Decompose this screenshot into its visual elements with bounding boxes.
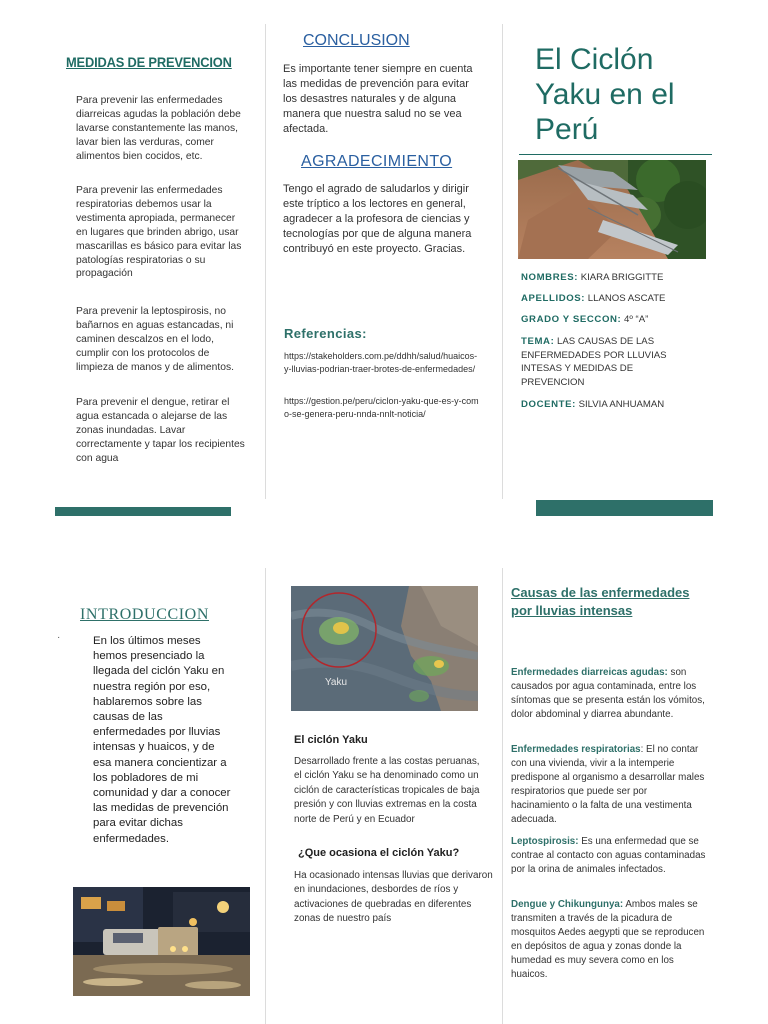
- agradecimiento-text: Tengo el agrado de saludarlos y dirigir este tríptico a los lectores en general, agradecer a la profesora de ciencias y tecnologías por que de alguna manera contribuyó en este proyecto. Gracias.: [283, 183, 472, 256]
- introduccion-title: INTRODUCCION: [80, 606, 209, 623]
- referencias-title: Referencias:: [284, 326, 367, 341]
- medidas-paragraph-2: Para prevenir las enfermedades respiratorias debemos usar la vestimenta apropiada, permanecer en lugares que brinden abrigo, usar mascarillas es básico para evitar las patologías respiratorias o su propagación: [76, 185, 242, 280]
- docente-label: DOCENTE:: [521, 399, 576, 410]
- satellite-map: [291, 586, 478, 711]
- nombres-row: [521, 271, 716, 285]
- causas-title: Causas de las enfermedades por lluvias intensas: [511, 585, 690, 618]
- causa-diarreicas-label: Enfermedades diarreicas agudas:: [511, 667, 668, 678]
- grado-value: 4º “A”: [624, 314, 649, 325]
- medidas-title: MEDIDAS DE PREVENCION: [66, 54, 232, 70]
- title-rule: [519, 154, 712, 155]
- tema-label: TEMA:: [521, 336, 555, 347]
- conclusion-title: CONCLUSION: [303, 32, 410, 49]
- causa-respiratorias-text: : El no contar con una vivienda, vivir a la intemperie predispone al organismo a desarrollar males respiratorios que puede ser por hacinamiento o la falta de una vestimenta adecuada.: [511, 744, 705, 826]
- reference-link-2[interactable]: https://gestion.pe/peru/ciclon-yaku-que-es-y-como-se-genera-peru-nnda-nnlt-noticia/: [284, 396, 479, 420]
- apellidos-value: LLANOS ASCATE: [587, 293, 666, 304]
- causa-dengue-text: Ambos males se transmiten a través de la picadura de mosquitos Aedes aegypti que se reproducen en depósitos de agua y zonas donde la humedad es muy severa como en los huaicos.: [511, 899, 705, 981]
- causa-diarreicas: [511, 666, 707, 722]
- medidas-paragraph-3: Para prevenir la leptospirosis, no bañarnos en aguas estancadas, ni caminen descalzos en el lodo, cumplir con los protocolos de limpieza de manos y de alimentos.: [76, 306, 234, 373]
- grado-label: GRADO Y SECCON:: [521, 314, 622, 325]
- grado-row: [521, 313, 716, 327]
- divider-bottom-2: [502, 568, 503, 1024]
- docente-row: [521, 398, 716, 412]
- divider-bottom-1: [265, 568, 266, 1024]
- apellidos-row: [521, 292, 716, 306]
- conclusion-text: Es importante tener siempre en cuenta las medidas de prevención para evitar los desastres naturales y de alguna manera que nuestra salud no se vea afectada.: [283, 63, 473, 136]
- divider-top-1: [265, 24, 266, 499]
- introduccion-text: En los últimos meses hemos presenciado la llegada del ciclón Yaku en nuestra región por eso, hablaremos sobre las causas de las enfermedades por lluvias intensas y huaicos, y de esa manera concientizar a los pobladores de mi comunidad y dar a conocer las medidas de prevención para evitar dichas enfermedades.: [93, 635, 231, 845]
- causa-dengue: [511, 898, 707, 983]
- nombres-label: NOMBRES:: [521, 272, 579, 283]
- cover-title: El Ciclón Yaku en el Perú: [535, 43, 675, 146]
- ciclon-question-title: ¿Que ocasiona el ciclón Yaku?: [298, 847, 460, 859]
- divider-top-2: [502, 24, 503, 499]
- causa-leptospirosis-text: Es una enfermedad que se contrae al contacto con aguas contaminadas por la orina de animales infectados.: [511, 836, 706, 876]
- nombres-value: KIARA BRIGGITTE: [580, 272, 664, 283]
- reference-link-1[interactable]: https://stakeholders.com.pe/ddhh/salud/huaicos-y-lluvias-podrian-traer-brotes-de-enfermedades/: [284, 351, 478, 375]
- docente-value: SILVIA ANHUAMAN: [578, 399, 665, 410]
- causa-diarreicas-text: son causados por agua contaminada, entre los síntomas que se presenta están los vómitos, dolor abdominal y diarrea abundante.: [511, 667, 705, 721]
- map-label: Yaku: [325, 677, 348, 688]
- causa-respiratorias: [511, 743, 707, 828]
- tema-row: [521, 335, 691, 389]
- tema-value: LAS CAUSAS DE LAS ENFERMEDADES POR LLUVIAS INTESAS Y MEDIDAS DE PREVENCION: [521, 336, 667, 388]
- ciclon-text: Desarrollado frente a las costas peruanas, el ciclón Yaku se ha denominado como un ciclón de características tropicales de baja presión y con lluvias extremas en la costa norte de Perú y en Ecuador: [294, 756, 480, 825]
- causa-dengue-label: Dengue y Chikungunya:: [511, 899, 624, 910]
- medidas-paragraph-1: Para prevenir las enfermedades diarreicas agudas la población debe lavarse constantemente las manos, lavar bien las verduras, comer alimentos bien cocidos, etc.: [76, 95, 241, 162]
- agradecimiento-title: AGRADECIMIENTO: [301, 153, 453, 170]
- flood-night-photo: [73, 887, 250, 996]
- bullet-dot: ·: [57, 632, 61, 643]
- medidas-paragraph-4: Para prevenir el dengue, retirar el agua estancada o alejarse de las zonas inundadas. Lavar correctamente y tapar los recipientes con agua: [76, 397, 245, 464]
- accent-bar-left: [55, 507, 231, 516]
- causa-leptospirosis-label: Leptospirosis:: [511, 836, 579, 847]
- landslide-photo: [518, 160, 706, 259]
- ciclon-title: El ciclón Yaku: [294, 734, 368, 746]
- ciclon-question-text: Ha ocasionado intensas lluvias que derivaron en inundaciones, desbordes de ríos y activaciones de quebradas en diferentes zonas de nuestro país: [294, 870, 493, 925]
- causa-leptospirosis: [511, 835, 707, 877]
- causa-respiratorias-label: Enfermedades respiratorias: [511, 744, 641, 755]
- apellidos-label: APELLIDOS:: [521, 293, 586, 304]
- accent-bar-right: [536, 500, 713, 516]
